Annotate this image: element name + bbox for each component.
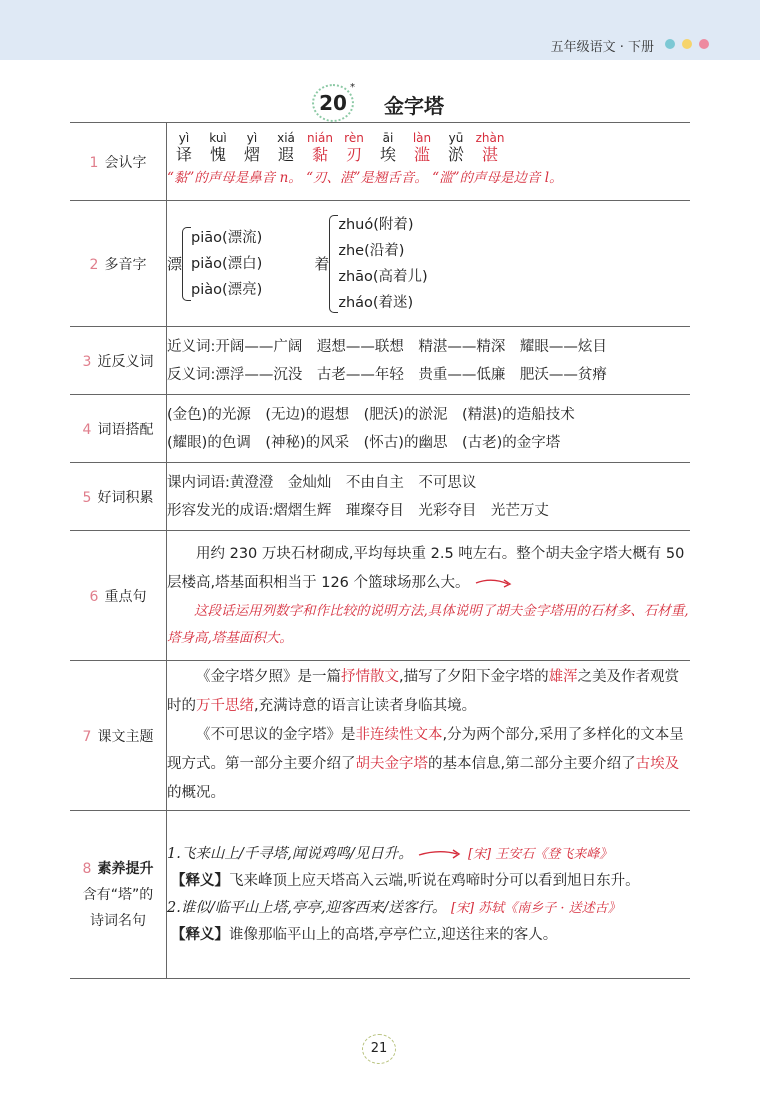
theme-keyword: 万千思绪 xyxy=(196,698,254,714)
vocab-line: 形容发光的成语:熠熠生辉 璀璨夺目 光彩夺目 光芒万丈 xyxy=(167,502,549,519)
pinyin-text: āi xyxy=(382,131,394,145)
collocation-line: (耀眼)的色调 (神秘)的风采 (怀古)的幽思 (古老)的金字塔 xyxy=(167,434,561,451)
character-text: 译 xyxy=(175,145,192,164)
row-number: 2 xyxy=(89,256,99,273)
row-label-text: 重点句 xyxy=(104,588,147,605)
theme-text: ,描写了夕阳下金字塔的 xyxy=(399,669,549,685)
theme-text: 的基本信息,第二部分主要介绍了 xyxy=(428,756,636,772)
brace-symbol xyxy=(329,215,338,313)
pinyin-text: kuì xyxy=(209,131,227,145)
theme-paragraph-1 xyxy=(167,663,690,721)
row-label-text: 素养提升 xyxy=(97,860,154,877)
reading-item: piāo(漂流) xyxy=(191,229,263,246)
poem-source: [宋] 王安石《登飞来峰》 xyxy=(467,846,613,862)
sentence-analysis-note: 这段话运用列数字和作比较的说明方法,具体说明了胡夫金字塔用的石材多、石材重,塔身高,塔基面积大。 xyxy=(167,602,689,646)
page-number: 21 xyxy=(362,1034,396,1064)
row-number: 4 xyxy=(82,421,92,438)
row-label xyxy=(70,661,167,811)
decor-dot-pink xyxy=(699,39,709,49)
row-content xyxy=(167,395,691,463)
row-label xyxy=(70,327,167,395)
reading-item: piào(漂亮) xyxy=(191,281,263,298)
row-label xyxy=(70,811,167,979)
row-content xyxy=(167,531,691,661)
explanation-tag: 【释义】 xyxy=(171,926,229,943)
explanation-tag: 【释义】 xyxy=(171,872,229,889)
pinyin-char-item xyxy=(303,131,337,165)
row-label-subtitle: 含有“塔”的 xyxy=(82,886,154,903)
lesson-title: 金字塔 xyxy=(384,94,444,118)
pinyin-text: nián xyxy=(307,131,333,145)
lesson-heading xyxy=(0,82,760,122)
pinyin-text: rèn xyxy=(344,131,364,145)
character-text: 黏 xyxy=(311,145,328,164)
vocab-line: 课内词语:黄澄澄 金灿灿 不由自主 不可思议 xyxy=(167,474,477,491)
arrow-icon xyxy=(474,575,514,591)
table-row xyxy=(70,811,690,979)
character-text: 湛 xyxy=(481,145,498,164)
row-content xyxy=(167,661,691,811)
pinyin-char-item xyxy=(439,131,473,165)
character-text: 埃 xyxy=(379,145,396,164)
explanation-text: 飞来峰顶上应天塔高入云端,听说在鸡啼时分可以看到旭日东升。 xyxy=(229,872,640,889)
poem-source: [宋] 苏轼《南乡子 · 送述古》 xyxy=(450,900,621,916)
row-label xyxy=(70,463,167,531)
pinyin-char-item xyxy=(167,131,201,165)
theme-text: ,分为两个部分,采用了多样化的文本呈现方式。第一部分主要介绍了 xyxy=(167,727,684,772)
table-row xyxy=(70,661,690,811)
character-text: 刃 xyxy=(345,145,362,164)
antonyms-line: 反义词:漂浮——沉没 古老——年轻 贵重——低廉 肥沃——贫瘠 xyxy=(167,366,607,383)
theme-text: ,充满诗意的语言让读者身临其境。 xyxy=(254,698,477,714)
pinyin-text: zhàn xyxy=(475,131,505,145)
row-label-text: 词语搭配 xyxy=(97,421,154,438)
key-sentence-text: 用约 230 万块石材砌成,平均每块重 2.5 吨左右。整个胡夫金字塔大概有 50 层楼高,塔基面积相当于 126 个篮球场那么大。 xyxy=(167,545,685,591)
reading-item: zhe(沿着) xyxy=(338,242,405,259)
arrow-icon xyxy=(417,847,463,861)
pinyin-text: yì xyxy=(246,131,258,145)
knowledge-table xyxy=(70,122,690,979)
row-content xyxy=(167,327,691,395)
pinyin-char-item xyxy=(235,131,269,165)
decor-dot-yellow xyxy=(682,39,692,49)
row-label xyxy=(70,395,167,463)
pronunciation-note: “黏”的声母是鼻音 n。 “刃、湛”是翘舌音。 “滥”的声母是边音 l。 xyxy=(167,170,563,186)
row-number: 7 xyxy=(82,728,92,745)
row-label xyxy=(70,531,167,661)
pinyin-char-item xyxy=(337,131,371,165)
row-number: 5 xyxy=(82,489,92,506)
pinyin-char-item xyxy=(473,131,507,165)
synonyms-line: 近义词:开阔——广阔 遐想——联想 精湛——精深 耀眼——炫目 xyxy=(167,338,607,355)
table-row xyxy=(70,463,690,531)
pinyin-text: yū xyxy=(448,131,464,145)
character-text: 熠 xyxy=(243,145,260,164)
character-text: 滥 xyxy=(413,145,430,164)
row-label-text: 好词积累 xyxy=(97,489,154,506)
polyphone-readings-zhe xyxy=(338,212,427,316)
key-sentence xyxy=(167,540,690,598)
row-label xyxy=(70,201,167,327)
table-row xyxy=(70,123,690,201)
character-text: 遐 xyxy=(277,145,294,164)
row-number: 3 xyxy=(82,353,92,370)
row-label-text: 课文主题 xyxy=(97,728,154,745)
row-number: 8 xyxy=(82,860,92,877)
pinyin-text: xiá xyxy=(277,131,295,145)
pinyin-char-item xyxy=(371,131,405,165)
lesson-star-mark: * xyxy=(350,82,355,93)
theme-text: 《不可思议的金字塔》是 xyxy=(196,727,356,743)
lesson-number-badge: 20 xyxy=(312,84,354,122)
theme-paragraph-2 xyxy=(167,721,690,808)
row-content xyxy=(167,463,691,531)
poem-explanation xyxy=(167,922,690,949)
character-text: 愧 xyxy=(209,145,226,164)
theme-keyword: 雄浑 xyxy=(548,669,578,685)
brace-symbol xyxy=(182,227,191,301)
top-banner xyxy=(0,0,760,60)
theme-keyword: 抒情散文 xyxy=(341,669,399,685)
row-label-text: 会认字 xyxy=(104,154,147,171)
reading-item: zhuó(附着) xyxy=(338,216,414,233)
theme-keyword: 古埃及 xyxy=(635,756,680,772)
reading-item: zhāo(高着儿) xyxy=(338,268,428,285)
pinyin-text: làn xyxy=(412,131,432,145)
theme-keyword: 胡夫金字塔 xyxy=(355,756,428,772)
row-content xyxy=(167,201,691,327)
header-book-title: 五年级语文 · 下册 xyxy=(550,40,654,55)
row-label-text: 近反义词 xyxy=(97,353,154,370)
pinyin-char-item xyxy=(405,131,439,165)
decor-dot-blue xyxy=(665,39,675,49)
row-content xyxy=(167,811,691,979)
table-row xyxy=(70,327,690,395)
poem-text: 2.谁似/临平山上塔,亭亭,迎客西来/送客行。 xyxy=(167,899,447,916)
row-label-text: 多音字 xyxy=(104,256,147,273)
explanation-text: 谁像那临平山上的高塔,亭亭伫立,迎送往来的客人。 xyxy=(229,926,558,943)
table-row xyxy=(70,201,690,327)
row-number: 6 xyxy=(89,588,99,605)
row-label-subtitle: 诗词名句 xyxy=(90,912,146,929)
theme-text: 《金字塔夕照》是一篇 xyxy=(196,669,341,685)
pinyin-char-list xyxy=(167,131,690,165)
polyphone-readings-piao xyxy=(191,225,262,303)
table-row xyxy=(70,531,690,661)
theme-text: 的概况。 xyxy=(167,785,225,801)
polyphone-char-zhe: 着 xyxy=(314,254,330,273)
collocation-line: (金色)的光源 (无边)的遐想 (肥沃)的淤泥 (精湛)的造船技术 xyxy=(167,406,575,423)
pinyin-text: yì xyxy=(178,131,190,145)
row-content xyxy=(167,123,691,201)
poem-line xyxy=(167,841,690,868)
reading-item: zháo(着迷) xyxy=(338,294,414,311)
theme-text: 之美及作者观赏时的 xyxy=(167,669,680,714)
theme-keyword: 非连续性文本 xyxy=(355,727,443,743)
pinyin-char-item xyxy=(269,131,303,165)
poem-explanation xyxy=(167,868,690,895)
character-text: 淤 xyxy=(447,145,464,164)
poem-text: 1.飞来山上/千寻塔,闻说鸡鸣/见日升。 xyxy=(167,845,413,862)
polyphone-char-piao: 漂 xyxy=(167,254,183,273)
reading-item: piǎo(漂白) xyxy=(191,255,263,272)
row-number: 1 xyxy=(89,154,99,171)
table-row xyxy=(70,395,690,463)
row-label xyxy=(70,123,167,201)
poem-line xyxy=(167,895,690,922)
pinyin-char-item xyxy=(201,131,235,165)
